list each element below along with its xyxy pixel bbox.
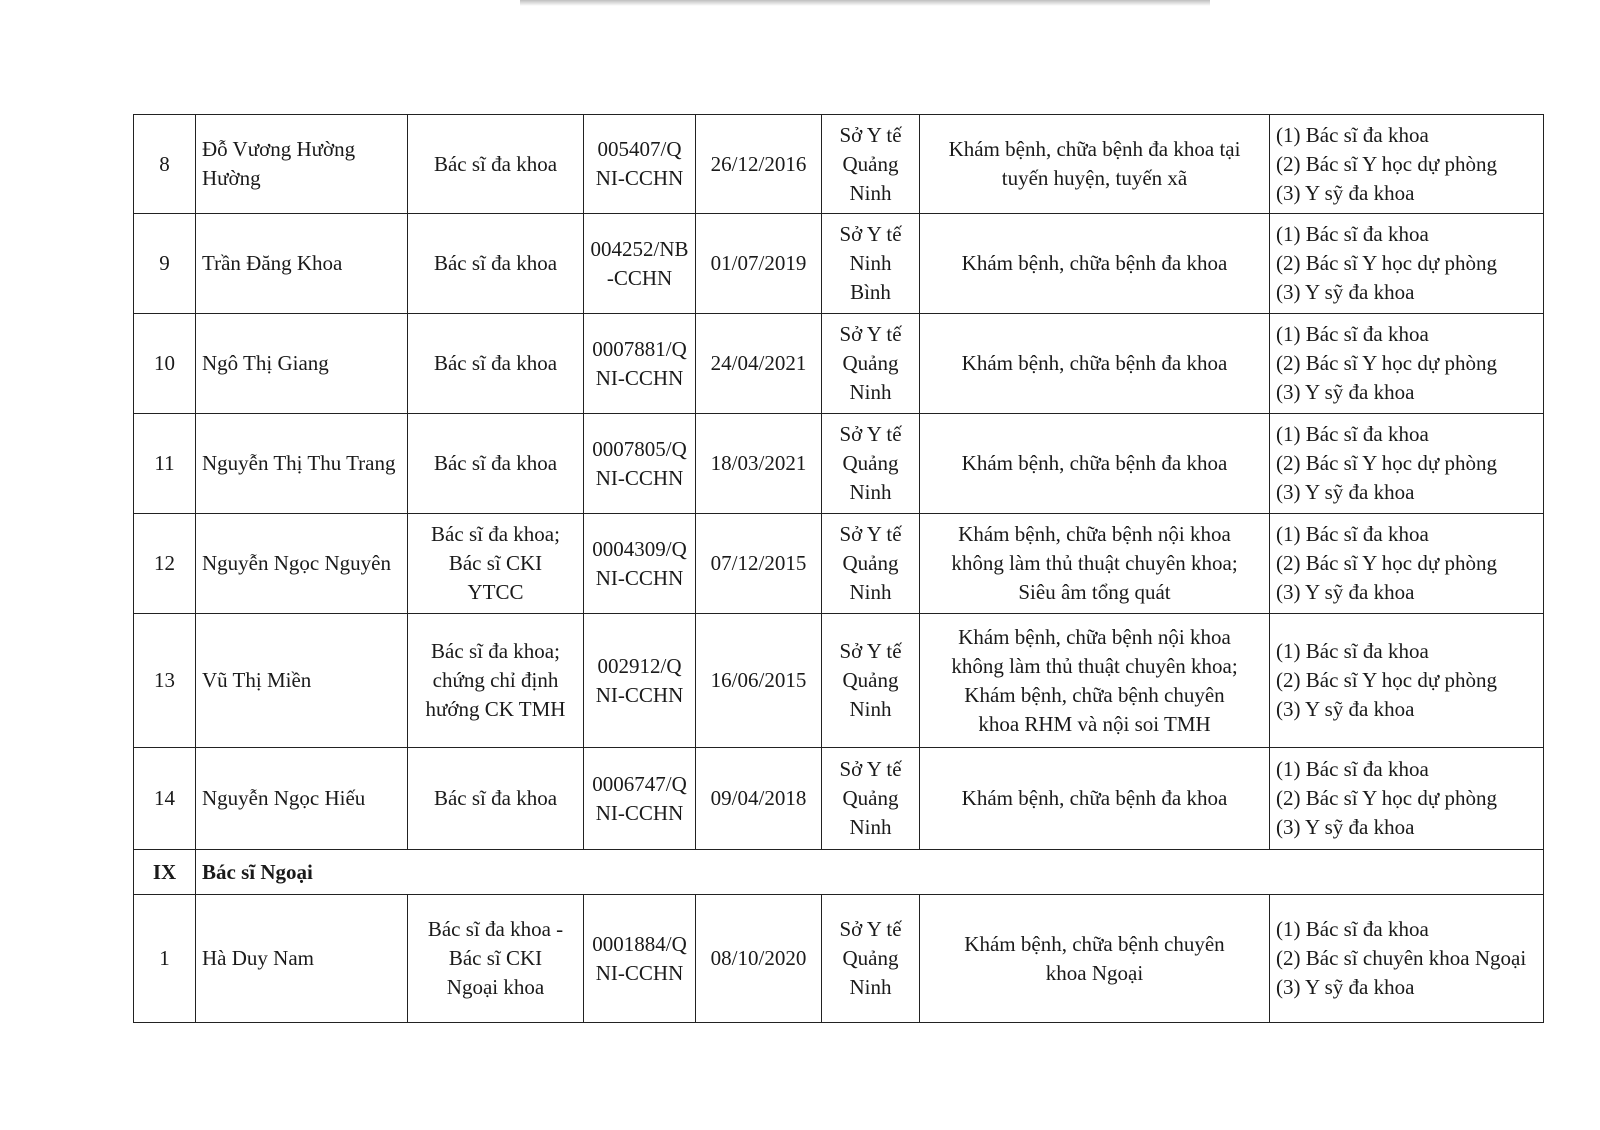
table-row: [134, 748, 1544, 850]
practice-scope: [920, 514, 1270, 614]
position-line: (3) Y sỹ đa khoa: [1276, 697, 1415, 721]
positions: [1270, 314, 1544, 414]
staff-table: [133, 114, 1544, 1023]
issue-date: 08/10/2020: [696, 895, 822, 1023]
table-row: [134, 614, 1544, 748]
row-number: 11: [134, 414, 196, 514]
degree-cell: [408, 214, 584, 314]
issue-date: 09/04/2018: [696, 748, 822, 850]
section-number: IX: [134, 850, 196, 895]
scope-line: Khám bệnh, chữa bệnh đa khoa: [961, 786, 1228, 810]
scope-line: không làm thủ thuật chuyên khoa;: [951, 551, 1238, 575]
degree-line: Bác sĩ đa khoa: [433, 151, 558, 176]
row-number: 1: [134, 895, 196, 1023]
issue-date: 01/07/2019: [696, 214, 822, 314]
degree-line: chứng chỉ định: [432, 668, 559, 692]
staff-name: Nguyễn Ngọc Hiếu: [196, 748, 408, 850]
table-row: [134, 414, 1544, 514]
degree-line: Bác sĩ đa khoa -: [427, 917, 564, 941]
degree-cell: [408, 895, 584, 1023]
degree-line: Bác sĩ CKI: [448, 946, 543, 970]
degree-line: Bác sĩ đa khoa: [433, 351, 558, 375]
degree-line: Bác sĩ CKI: [448, 551, 543, 575]
issuing-authority: Sở Y tế Quảng Ninh: [822, 414, 920, 514]
issue-date: 26/12/2016: [696, 115, 822, 214]
position-line: (2) Bác sĩ Y học dự phòng: [1276, 351, 1497, 375]
position-line: (1) Bác sĩ đa khoa: [1276, 222, 1429, 246]
positions: [1270, 614, 1544, 748]
section-title: Bác sĩ Ngoại: [196, 850, 1544, 895]
certificate-number: 005407/QNI-CCHN: [584, 115, 696, 214]
table-row: [134, 314, 1544, 414]
certificate-number: 004252/NB-CCHN: [584, 214, 696, 314]
staff-name: Nguyễn Thị Thu Trang: [196, 414, 408, 514]
position-line: (3) Y sỹ đa khoa: [1276, 815, 1415, 839]
position-line: (2) Bác sĩ Y học dự phòng: [1276, 786, 1497, 810]
issuing-authority: Sở Y tế Quảng Ninh: [822, 748, 920, 850]
issue-date: 16/06/2015: [696, 614, 822, 748]
issue-date: 24/04/2021: [696, 314, 822, 414]
position-line: (1) Bác sĩ đa khoa: [1276, 522, 1429, 546]
issue-date: 18/03/2021: [696, 414, 822, 514]
degree-cell: [408, 514, 584, 614]
issuing-authority: Sở Y tế Quảng Ninh: [822, 895, 920, 1023]
position-line: (1) Bác sĩ đa khoa: [1276, 422, 1429, 446]
scan-edge-mark: [520, 0, 1210, 6]
practice-scope: [920, 895, 1270, 1023]
position-line: (3) Y sỹ đa khoa: [1276, 580, 1415, 604]
degree-line: Bác sĩ đa khoa;: [431, 639, 560, 663]
scope-line: Khám bệnh, chữa bệnh đa khoa tại: [948, 137, 1241, 161]
staff-name: Vũ Thị Miền: [196, 614, 408, 748]
positions: [1270, 748, 1544, 850]
position-line: (2) Bác sĩ Y học dự phòng: [1276, 451, 1497, 475]
staff-name: Nguyễn Ngọc Nguyên: [196, 514, 408, 614]
scope-line: Khám bệnh, chữa bệnh chuyên: [964, 931, 1225, 956]
practice-scope: [920, 314, 1270, 414]
position-line: (2) Bác sĩ chuyên khoa Ngoại: [1276, 946, 1527, 970]
table-row: [134, 514, 1544, 614]
certificate-number: 0006747/QNI-CCHN: [584, 748, 696, 850]
degree-line: Bác sĩ đa khoa: [433, 451, 558, 475]
scope-line: khoa Ngoại: [1045, 960, 1144, 985]
position-line: (2) Bác sĩ Y học dự phòng: [1276, 151, 1497, 176]
position-line: (2) Bác sĩ Y học dự phòng: [1276, 668, 1497, 692]
row-number: 8: [134, 115, 196, 214]
positions: [1270, 115, 1544, 214]
issuing-authority: Sở Y tế Quảng Ninh: [822, 314, 920, 414]
row-number: 14: [134, 748, 196, 850]
staff-name: Đỗ Vương Hường Hường: [196, 115, 408, 214]
staff-name: Hà Duy Nam: [196, 895, 408, 1023]
positions: [1270, 414, 1544, 514]
position-line: (3) Y sỹ đa khoa: [1276, 180, 1415, 205]
position-line: (3) Y sỹ đa khoa: [1276, 975, 1415, 999]
scope-line: khoa RHM và nội soi TMH: [978, 711, 1211, 736]
certificate-number: 002912/QNI-CCHN: [584, 614, 696, 748]
degree-line: YTCC: [467, 580, 524, 604]
certificate-number: 0004309/QNI-CCHN: [584, 514, 696, 614]
certificate-number: 0001884/QNI-CCHN: [584, 895, 696, 1023]
row-number: 10: [134, 314, 196, 414]
table-row: [134, 115, 1544, 214]
scope-line: Khám bệnh, chữa bệnh nội khoa: [958, 522, 1231, 546]
degree-line: Bác sĩ đa khoa: [433, 786, 558, 810]
scope-line: Khám bệnh, chữa bệnh đa khoa: [961, 251, 1228, 275]
positions: [1270, 514, 1544, 614]
degree-cell: [408, 115, 584, 214]
degree-line: Ngoại khoa: [446, 975, 545, 999]
row-number: 12: [134, 514, 196, 614]
position-line: (1) Bác sĩ đa khoa: [1276, 639, 1429, 663]
issuing-authority: Sở Y tế Quảng Ninh: [822, 514, 920, 614]
degree-line: Bác sĩ đa khoa;: [431, 522, 560, 546]
scope-line: Khám bệnh, chữa bệnh chuyên: [964, 682, 1225, 707]
degree-cell: [408, 314, 584, 414]
positions: [1270, 214, 1544, 314]
staff-name: Trần Đăng Khoa: [196, 214, 408, 314]
certificate-number: 0007805/QNI-CCHN: [584, 414, 696, 514]
position-line: (3) Y sỹ đa khoa: [1276, 380, 1415, 404]
practice-scope: [920, 214, 1270, 314]
practice-scope: [920, 115, 1270, 214]
position-line: (1) Bác sĩ đa khoa: [1276, 757, 1429, 781]
issuing-authority: Sở Y tế Quảng Ninh: [822, 614, 920, 748]
degree-cell: [408, 748, 584, 850]
table-row: [134, 214, 1544, 314]
degree-line: hướng CK TMH: [425, 697, 566, 721]
degree-cell: [408, 414, 584, 514]
degree-line: Bác sĩ đa khoa: [433, 251, 558, 275]
practice-scope: [920, 614, 1270, 748]
scope-line: Khám bệnh, chữa bệnh đa khoa: [961, 351, 1228, 375]
position-line: (1) Bác sĩ đa khoa: [1276, 917, 1429, 941]
scope-line: Khám bệnh, chữa bệnh nội khoa: [958, 624, 1231, 649]
position-line: (2) Bác sĩ Y học dự phòng: [1276, 551, 1497, 575]
scope-line: Siêu âm tổng quát: [1018, 580, 1171, 604]
practice-scope: [920, 414, 1270, 514]
scope-line: tuyến huyện, tuyến xã: [1001, 166, 1188, 190]
row-number: 9: [134, 214, 196, 314]
section-header-row: [134, 850, 1544, 895]
issuing-authority: Sở Y tế Quảng Ninh: [822, 115, 920, 214]
issuing-authority: Sở Y tế Ninh Bình: [822, 214, 920, 314]
scope-line: Khám bệnh, chữa bệnh đa khoa: [961, 451, 1228, 475]
staff-name: Ngô Thị Giang: [196, 314, 408, 414]
position-line: (3) Y sỹ đa khoa: [1276, 280, 1415, 304]
scope-line: không làm thủ thuật chuyên khoa;: [951, 653, 1238, 678]
table-row: [134, 895, 1544, 1023]
practice-scope: [920, 748, 1270, 850]
row-number: 13: [134, 614, 196, 748]
positions: [1270, 895, 1544, 1023]
degree-cell: [408, 614, 584, 748]
position-line: (1) Bác sĩ đa khoa: [1276, 322, 1429, 346]
certificate-number: 0007881/QNI-CCHN: [584, 314, 696, 414]
position-line: (1) Bác sĩ đa khoa: [1276, 122, 1429, 147]
position-line: (3) Y sỹ đa khoa: [1276, 480, 1415, 504]
issue-date: 07/12/2015: [696, 514, 822, 614]
position-line: (2) Bác sĩ Y học dự phòng: [1276, 251, 1497, 275]
